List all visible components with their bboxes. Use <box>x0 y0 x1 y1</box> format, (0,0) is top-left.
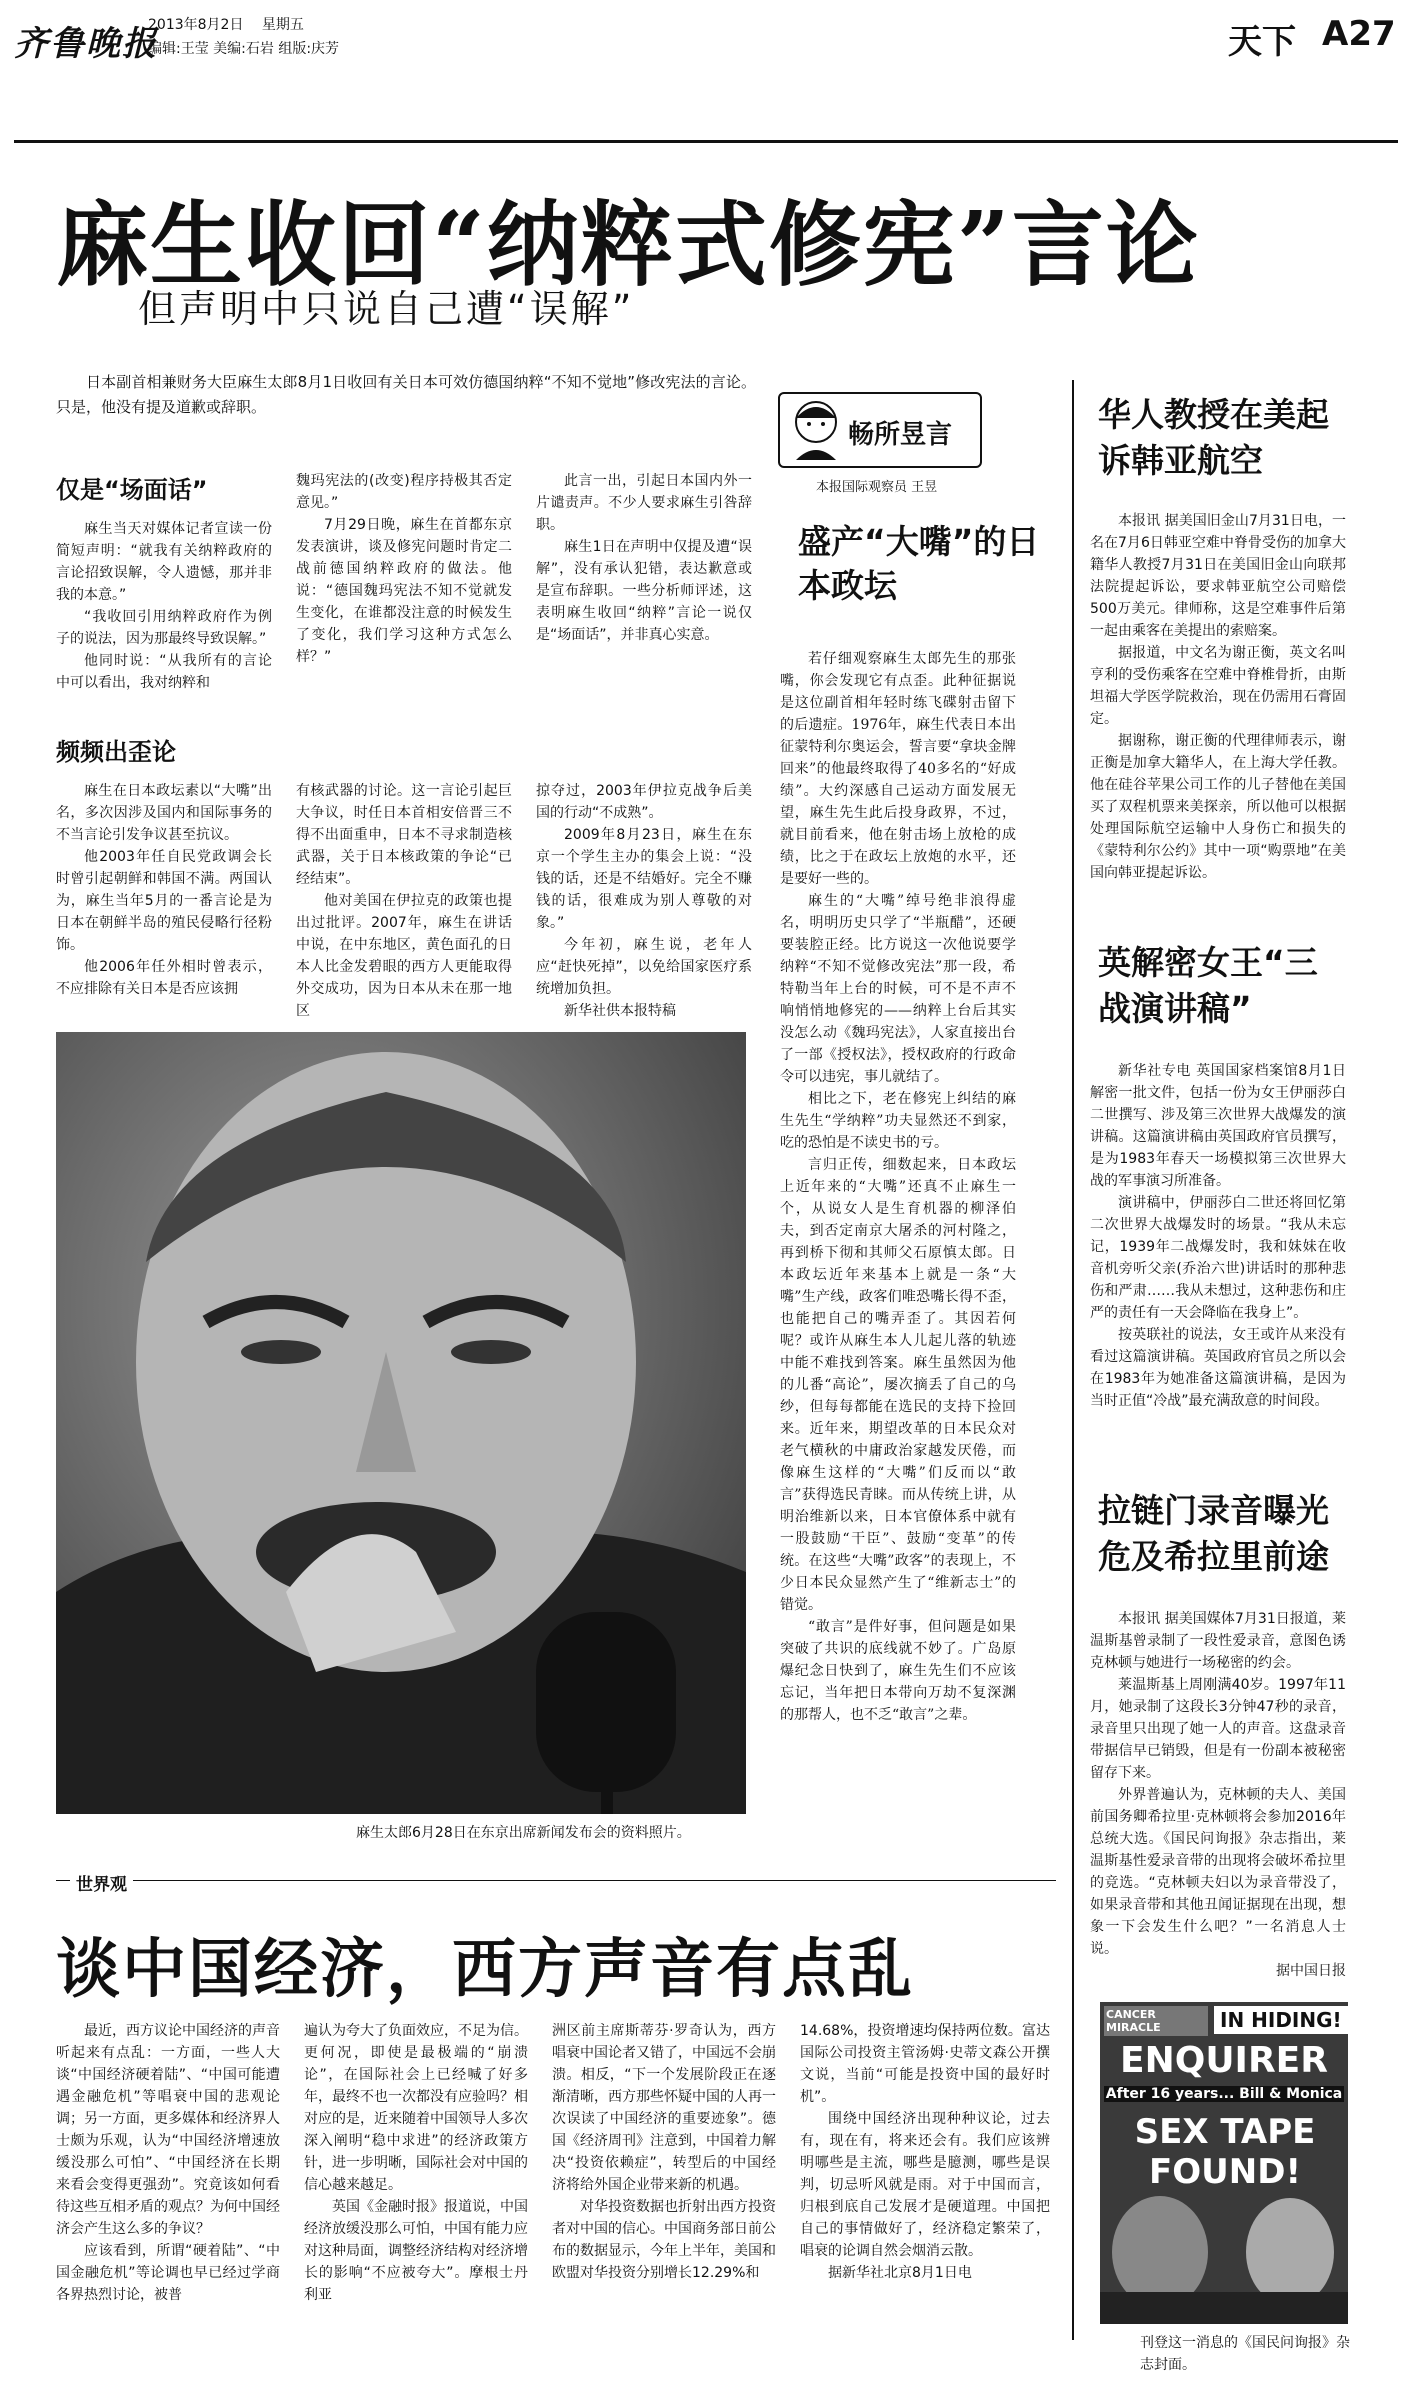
magazine-cover <box>1100 2002 1348 2324</box>
weekday-text: 星期五 <box>261 17 304 33</box>
right-story3-body: 本报讯 据美国媒体7月31日报道，莱温斯基曾录制了一段性爱录音，意图色诱克林顿与她进行一场秘密的约会。 莱温斯基上周刚满40岁。1997年11月，她录制了这段长3分钟47秒的录音，录音里只出现了她一人的声音。这盘录音带据信早已销毁，但是有一份副本被秘密留存下来。 外界普遍认为，克林顿的夫人、美国前国务卿希拉里·克林顿将会参加2016年总统大选。《国民问询报》杂志指出，莱温斯基性爱录音带的出现将会破坏希拉里的竞选。“克林顿夫妇以为录音带没了，如果录音带和其他丑闻证据现在出现，想象一下会发生什么吧？”一名消息人士说。 据中国日报 <box>1090 1611 1346 1979</box>
main-col5: 有核武器的讨论。这一言论引起巨大争议，时任日本首相安倍晋三不得不出面重申，日本不寻求制造核武器，关于日本核政策的争论“已经结束”。 他对美国在伊拉克的政策也提出过批评。2007年，麻生在讲话中说，在中东地区，黄色面孔的日本人比金发碧眼的西方人更能取得外交成功，因为日本从未在那一地区 <box>296 783 512 1019</box>
news-photo <box>56 1032 746 1814</box>
main-lead <box>56 370 756 420</box>
main-col3: 此言一出，引起日本国内外一片谴责声。不少人要求麻生引咎辞职。 麻生1日在声明中仅提及遭“误解”，没有承认犯错，表达歉意或是宣布辞职。一些分析师评述，这表明麻生收回“纳粹”言论一说仅是“场面话”，并非真心实意。 <box>536 473 752 643</box>
cover-photos <box>1100 2192 1348 2324</box>
right-story2-title: 英解密女王“三战演讲稿” <box>1098 943 1318 1028</box>
worldview-label: 世界观 <box>70 1870 133 1895</box>
page-number: A27 <box>1322 14 1396 54</box>
section-name: 天下 <box>1228 22 1296 62</box>
section2-title: 频频出歪论 <box>56 738 176 766</box>
worldview-col1: 最近，西方议论中国经济的声音听起来有点乱：一方面，一些人大谈“中国经济硬着陆”、“中国可能遭遇金融危机”等唱衰中国的悲观论调；另一方面，更多媒体和经济界人士颇为乐观，认为“中国经济增速放缓没那么可怕”、“中国经济在长期来看会变得更强劲”。究竟该如何看待这些互相矛盾的观点？为何中国经济会产生这么多的争议？ 应该看到，所谓“硬着陆”、“中国金融危机”等论调也早已经过学商各界热烈讨论，被普 <box>56 2023 280 2303</box>
cover-headline: SEX TAPE FOUND! <box>1134 2112 1316 2192</box>
column-divider <box>1072 380 1074 2340</box>
worldview-col2: 遍认为夸大了负面效应，不足为信。更何况，即使是最极端的“崩溃论”，在国际社会上已经喊了好多年，最终不也一次都没有应验吗？相对应的是，近来随着中国领导人多次深入阐明“稳中求进”的经济政策方针，进一步明晰，国际社会对中国的信心越来越足。 英国《金融时报》报道说，中国经济放缓没那么可怕，中国有能力应对这种局面，调整经济结构对经济增长的影响“不应被夸大”。摩根士丹利亚 <box>304 2023 528 2303</box>
cover-tagline: After 16 years... Bill & Monica <box>1105 2086 1343 2102</box>
masthead <box>0 0 1409 70</box>
column-badge: 畅所昱言 <box>848 420 953 450</box>
cover-name: ENQUIRER <box>1120 2040 1328 2081</box>
column-badge-box <box>778 392 982 468</box>
lead-text: 日本副首相兼财务大臣麻生太郎8月1日收回有关日本可效仿德国纳粹“不知不觉地”修改宪法的言论。只是，他没有提及道歉或辞职。 <box>56 373 756 416</box>
columnist-avatar <box>786 396 846 460</box>
right-story3-title: 拉链门录音曝光危及希拉里前途 <box>1098 1491 1329 1576</box>
cover-in-hiding: IN HIDING! <box>1214 2006 1348 2034</box>
column-byline: 本报国际观察员 王昱 <box>816 480 938 495</box>
main-col4: 麻生在日本政坛素以“大嘴”出名，多次因涉及国内和国际事务的不当言论引发争议甚至抗议。 他2003年任自民党政调会长时曾引起朝鲜和韩国不满。两国认为，麻生当年5月的一番言论是为日本在朝鲜半岛的殖民侵略行径粉饰。 他2006年任外相时曾表示，不应排除有关日本是否应该拥 <box>56 783 272 997</box>
photo-caption: 麻生太郎6月28日在东京出席新闻发布会的资料照片。 <box>356 1825 691 1841</box>
newspaper-logo: 齐鲁晚报 <box>14 24 158 64</box>
date-text: 2013年8月2日 <box>148 17 244 33</box>
magazine-caption: 刊登这一消息的《国民问询报》杂志封面。 <box>1140 2335 1350 2373</box>
column-body: 若仔细观察麻生太郎先生的那张嘴，你会发现它有点歪。此种征据说是这位副首相年轻时练飞碟射击留下的后遗症。1976年，麻生代表日本出征蒙特利尔奥运会，誓言要“拿块金牌回来”的他最终取得了40多名的“好成绩”。大约深感自己运动方面发展无望，麻生先生此后投身政界，不过，就目前看来，他在射击场上放枪的成绩，比之于在政坛上放炮的水平，还是要好一些的。 麻生的“大嘴”绰号绝非浪得虚名，明明历史只学了“半瓶醋”，还硬要装腔正经。比方说这一次他说要学纳粹“不知不觉修改宪法”那一段，希特勒当年上台的时候，可不是不声不响悄悄地修宪的——纳粹上台后其实没怎么动《魏玛宪法》，人家直接出台了一部《授权法》，授权政府的行政命令可以违宪，事儿就结了。 相比之下，老在修宪上纠结的麻生先生“学纳粹”功夫显然还不到家，吃的恐怕是不读史书的亏。 言归正传，细数起来，日本政坛上近年来的“大嘴”还真不止麻生一个，从说女人是生育机器的柳泽伯夫，到否定南京大屠杀的河村隆之，再到桥下彻和其师父石原慎太郎。日本政坛近年来基本上就是一条“大嘴”生产线，政客们唯恐嘴长得不歪，也能把自己的嘴弄歪了。其因若何呢？或许从麻生本人儿起儿落的轨迹中能不难找到答案。麻生虽然因为他的儿番“高论”，屡次摘丢了自己的乌纱，但每每都能在选民的支持下捡回来。近年来，期望改革的日本民众对老气横秋的中庸政治家越发厌倦，而像麻生这样的“大嘴”们反而以“敢言”获得选民青睐。而从传统上讲，从明治维新以来，日本官僚体系中就有一股鼓励“干臣”、鼓励“变革”的传统。在这些“大嘴”政客”的表现上，不少日本民众显然产生了“维新志士”的错觉。 “敢言”是件好事，但问题是如果突破了共识的底线就不妙了。广岛原爆纪念日快到了，麻生先生们不应该忘记，当年把日本带向万劫不复深渊的那帮人，也不乏“敢言”之辈。 <box>780 651 1016 1723</box>
section1-title: 仅是“场面话” <box>56 476 208 504</box>
worldview-rule <box>56 1880 1056 1881</box>
main-col6: 掠夺过，2003年伊拉克战争后美国的行动“不成熟”。 2009年8月23日，麻生在东京一个学生主办的集会上说：“没钱的话，还是不结婚好。完全不赚钱的话，很难成为别人尊敬的对象。” 今年初，麻生说，老年人应“赶快死掉”，以免给国家医疗系统增加负担。 新华社供本报特稿 <box>536 783 752 1019</box>
portrait-illustration <box>56 1032 746 1814</box>
worldview-col3: 洲区前主席斯蒂芬·罗奇认为，西方唱衰中国论者又错了，中国远不会崩溃。相反，“下一个发展阶段正在逐渐清晰，西方那些怀疑中国的人再一次误读了中国经济的重要迹象”。德国《经济周刊》注意到，中国着力解决“投资依赖症”，转型后的中国经济将给外国企业带来新的机遇。 对华投资数据也折射出西方投资者对中国的信心。中国商务部日前公布的数据显示，今年上半年，美国和欧盟对华投资分别增长12.29%和 <box>552 2023 776 2281</box>
main-col2: 魏玛宪法的(改变)程序持极其否定意见。” 7月29日晚，麻生在首都东京发表演讲，谈及修宪问题时肯定二战前德国纳粹政府的做法。他说：“德国魏玛宪法不知不觉就发生变化，在谁都没注意的时候发生了变化，我们学习这种方式怎么样？” <box>296 473 512 665</box>
main-subhead: 但声明中只说自己遭“误解” <box>138 287 635 331</box>
right-story1-title: 华人教授在美起诉韩亚航空 <box>1098 395 1329 480</box>
worldview-headline: 谈中国经济，西方声音有点乱 <box>56 1932 914 2007</box>
masthead-rule <box>14 140 1398 143</box>
worldview-col4: 14.68%，投资增速均保持两位数。富达国际公司投资主管汤姆·史蒂文森公开撰文说，当前“可能是投资中国的最好时机”。 围绕中国经济出现种种议论，过去有，现在有，将来还会有。我们应该辨明哪些是主流，哪些是臆测，哪些是误判，切忌听风就是雨。对于中国而言，归根到底自己发展才是硬道理。中国把自己的事情做好了，经济稳定繁荣了，唱衰的论调自然会烟消云散。 据新华社北京8月1日电 <box>800 2023 1050 2281</box>
column-headline: 盛产“大嘴”的日本政坛 <box>798 522 1040 605</box>
editor-credits: 编辑:王莹 美编:石岩 组版:庆芳 <box>148 41 340 57</box>
main-headline: 麻生收回“纳粹式修宪”言论 <box>56 191 1200 299</box>
main-col1: 麻生当天对媒体记者宣读一份简短声明：“就我有关纳粹政府的言论招致误解，令人遗憾，那并非我的本意。” “我收回引用纳粹政府作为例子的说法，因为那最终导致误解。” 他同时说：“从我所有的言论中可以看出，我对纳粹和 <box>56 521 272 691</box>
right-story2-body: 新华社专电 英国国家档案馆8月1日解密一批文件，包括一份为女王伊丽莎白二世撰写、涉及第三次世界大战爆发的演讲稿。这篇演讲稿由英国政府官员撰写，是为1983年春天一场模拟第三次世界大战的军事演习所准备。 演讲稿中，伊丽莎白二世还将回忆第二次世界大战爆发时的场景。“我从未忘记，1939年二战爆发时，我和妹妹在收音机旁听父亲(乔治六世)讲话时的那种悲伤和严肃……我从未想过，这种悲伤和庄严的责任有一天会降临在我身上”。 按英联社的说法，女王或许从来没有看过这篇演讲稿。英国政府官员之所以会在1983年为她准备这篇演讲稿，是因为当时正值“冷战”最充满敌意的时间段。 <box>1090 1063 1346 1409</box>
right-story1-body: 本报讯 据美国旧金山7月31日电，一名在7月6日韩亚空难中脊骨受伤的加拿大籍华人教授7月31日在美国旧金山向联邦法院提起诉讼，要求韩亚航空公司赔偿500万美元。律师称，这是空难事件后第一起由乘客在美提出的索赔案。 据报道，中文名为谢正衡，英文名叫亨利的受伤乘客在空难中脊椎骨折，由斯坦福大学医学院救治，现在仍需用石膏固定。 据谢称，谢正衡的代理律师表示，谢正衡是加拿大籍华人，在上海大学任教。他在硅谷苹果公司工作的儿子替他在美国买了双程机票来美探亲，所以他可以根据处理国际航空运输中人身伤亡和损失的《蒙特利尔公约》其中一项“购票地”在美国向韩亚提起诉讼。 <box>1090 513 1346 881</box>
cover-top-left: CANCER MIRACLE <box>1104 2006 1208 2036</box>
issue-date <box>148 14 304 34</box>
